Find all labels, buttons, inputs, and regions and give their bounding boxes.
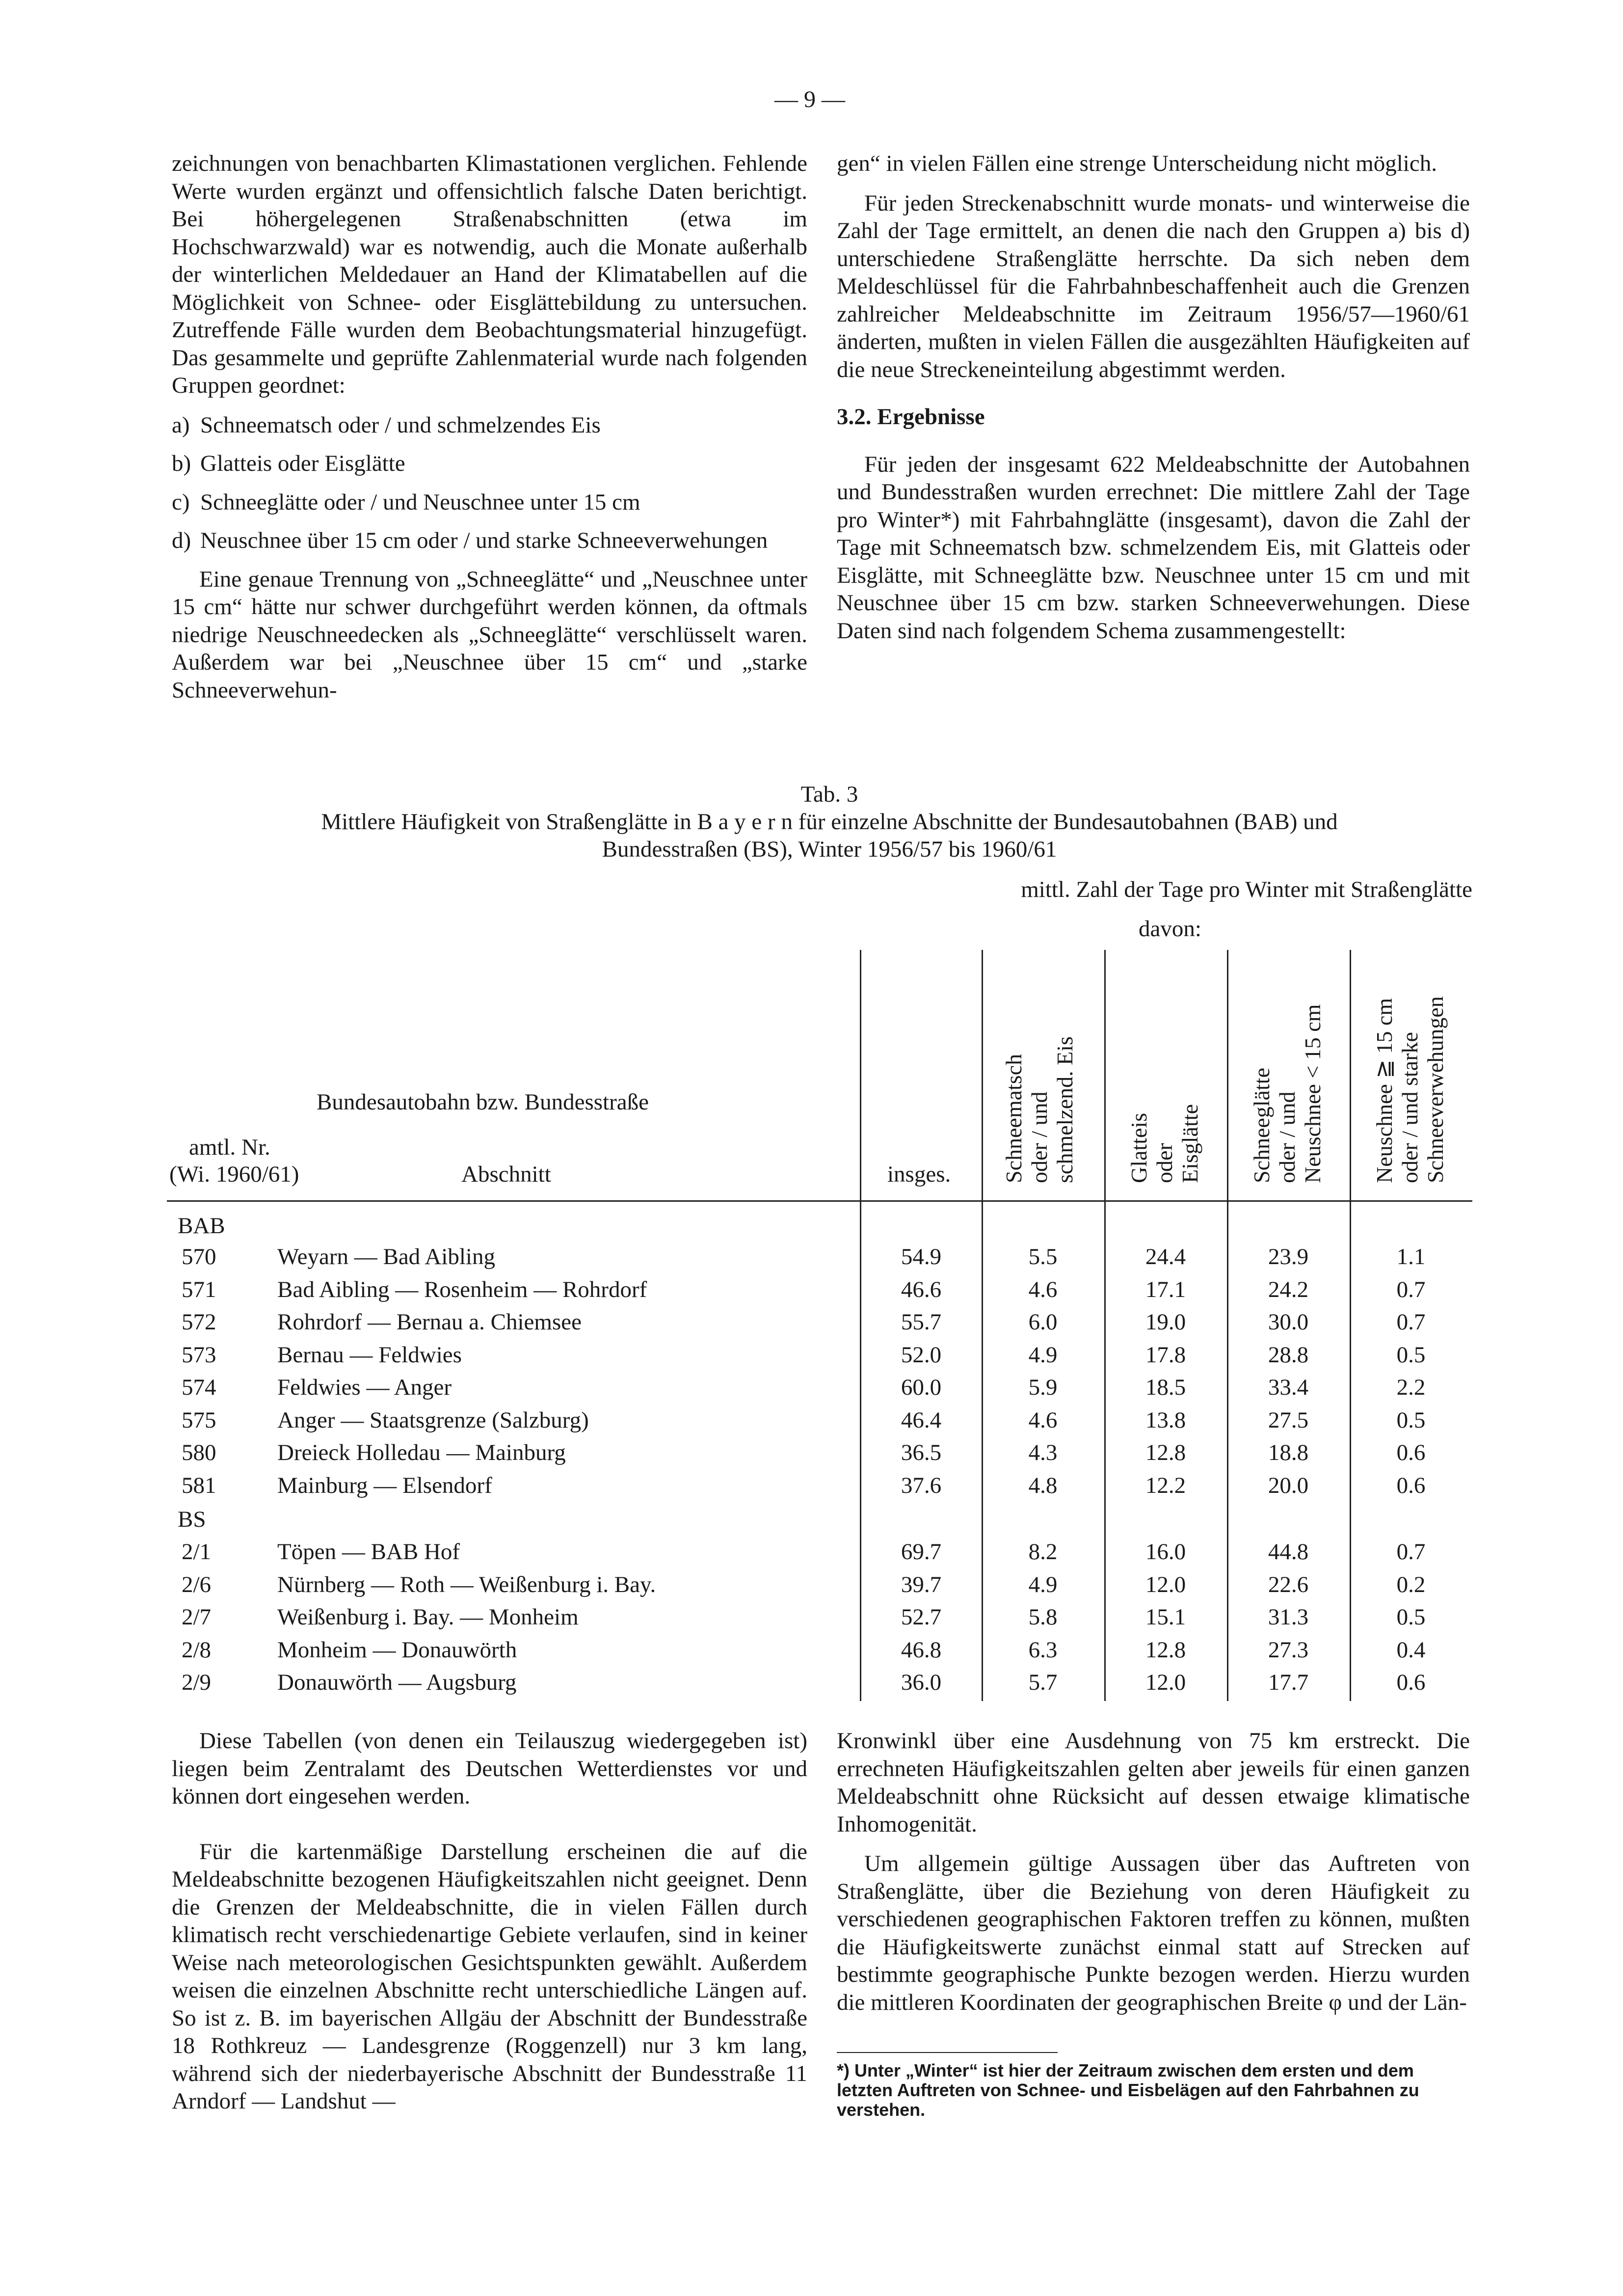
cell-value: 23.9 <box>1268 1244 1309 1270</box>
list-text: Glatteis oder Eisglätte <box>200 451 405 476</box>
list-text: Neuschnee über 15 cm oder / und starke Schneeverwehungen <box>200 528 768 553</box>
cell-value: 5.9 <box>1028 1375 1058 1400</box>
paragraph: Für die kartenmäßige Darstellung erscheinen die auf die Meldeabschnitte bezogenen Häufigkeitszahlen nicht geeignet. Denn die Grenzen der Meldeabschnitte, die in vielen Fällen durch klimatisch recht verschiedenartige Gebiete verlaufen, sind in keiner Weise nach meteorologischen Gesichtspunkten gewählt. Außerdem weisen die einzelnen Abschnitte recht unterschiedliche Längen auf. So ist z. B. im bayerischen Allgäu der Abschnitt der Bundesstraße 18 Rothkreuz — Landesgrenze (Roggenzell) nur 3 km lang, während sich der niederbayerische Abschnitt der Bundesstraße 11 Arndorf — Landshut — <box>172 1838 807 2114</box>
list-item <box>172 411 807 439</box>
cell-abschnitt: Anger — Staatsgrenze (Salzburg) <box>277 1407 589 1433</box>
cell-abschnitt: Bad Aibling — Rosenheim — Rohrdorf <box>277 1276 647 1302</box>
header-neuschnee: Neuschnee ≧ 15 cm oder / und starke Schneeverwehungen <box>1372 996 1448 1183</box>
cell-value: 2.2 <box>1396 1375 1426 1400</box>
cell-abschnitt: Donauwörth — Augsburg <box>277 1670 517 1695</box>
header-insges: insges. <box>887 1162 951 1187</box>
list-text: Schneeglätte oder / und Neuschnee unter 15 cm <box>200 489 640 515</box>
cell-value: 27.5 <box>1268 1407 1309 1433</box>
header-nr: (Wi. 1960/61) <box>169 1162 299 1187</box>
paragraph: Diese Tabellen (von denen ein Teilauszug wiedergegeben ist) liegen beim Zentralamt des Deutschen Wetterdienstes vor und können dort eingesehen werden. <box>172 1728 807 1809</box>
cell-value: 4.6 <box>1028 1407 1058 1433</box>
cell-value: 22.6 <box>1268 1571 1309 1597</box>
table-row <box>167 1571 1472 1604</box>
paragraph: Für jeden der insgesamt 622 Meldeabschnitte der Autobahnen und Bundesstraßen wurden errechnet: Die mittlere Zahl der Tage pro Winter*) mit Fahrbahnglätte (insgesamt), davon die Zahl der Tage mit Schneematsch bzw. schmelzendem Eis, mit Glatteis oder Eisglätte, mit Schneeglätte bzw. Neuschnee unter 15 cm und mit Neuschnee über 15 cm bzw. starken Schneeverwehungen. Diese Daten sind nach folgendem Schema zusammengestellt: <box>837 451 1470 644</box>
cell-value: 5.8 <box>1028 1604 1058 1630</box>
cell-value: 69.7 <box>901 1539 942 1565</box>
page-number: — 9 — <box>774 86 845 112</box>
cell-value: 0.5 <box>1396 1342 1426 1368</box>
table-row <box>167 1374 1472 1406</box>
cell-value: 12.0 <box>1145 1670 1186 1695</box>
right-column-top <box>837 150 1470 645</box>
cell-value: 55.7 <box>901 1309 942 1335</box>
table-title <box>167 781 1492 863</box>
cell-value: 20.0 <box>1268 1472 1309 1498</box>
cell-value: 33.4 <box>1268 1375 1309 1400</box>
list-item <box>172 450 807 478</box>
paragraph: Kronwinkl über eine Ausdehnung von 75 km erstreckt. Die errechneten Häufigkeitszahlen gelten aber jeweils für einen ganzen Meldeabschnitt ohne Rücksicht auf dessen etwaige klimatische Inhomogenität. <box>837 1728 1470 1837</box>
cell-nr: 570 <box>182 1244 216 1270</box>
cell-value: 12.2 <box>1145 1472 1186 1498</box>
cell-value: 4.8 <box>1028 1472 1058 1498</box>
cell-nr: 572 <box>182 1309 216 1335</box>
cell-nr: 2/1 <box>182 1539 212 1565</box>
cell-nr: 2/7 <box>182 1604 212 1630</box>
cell-value: 15.1 <box>1145 1604 1186 1630</box>
cell-nr: 2/6 <box>182 1571 212 1597</box>
left-column-bottom <box>172 1727 807 2115</box>
group-label-bab: BAB <box>178 1213 225 1239</box>
cell-value: 4.9 <box>1028 1571 1058 1597</box>
table-row <box>167 1243 1472 1276</box>
cell-value: 27.3 <box>1268 1637 1309 1663</box>
cell-nr: 574 <box>182 1375 216 1400</box>
cell-value: 1.1 <box>1396 1244 1426 1270</box>
cell-value: 44.8 <box>1268 1539 1309 1565</box>
table-davon: davon: <box>1139 916 1201 942</box>
list-label: b) <box>172 451 191 476</box>
cell-value: 6.3 <box>1028 1637 1058 1663</box>
table-row <box>167 1604 1472 1636</box>
cell-value: 12.8 <box>1145 1637 1186 1663</box>
table-caption-line: Mittlere Häufigkeit von Straßenglätte in B a y e r n für einzelne Abschnitte der Bundesautobahnen (BAB) und <box>321 809 1338 835</box>
cell-abschnitt: Töpen — BAB Hof <box>277 1539 460 1565</box>
cell-value: 13.8 <box>1145 1407 1186 1433</box>
header-abschnitt: Abschnitt <box>461 1162 551 1187</box>
cell-value: 28.8 <box>1268 1342 1309 1368</box>
group-label-bs: BS <box>178 1507 206 1532</box>
list-item <box>172 488 807 516</box>
cell-value: 46.6 <box>901 1276 942 1302</box>
cell-nr: 2/9 <box>182 1670 212 1695</box>
section-heading: 3.2. Ergebnisse <box>837 404 985 430</box>
cell-value: 5.5 <box>1028 1244 1058 1270</box>
table-rule <box>167 1200 1472 1202</box>
header-road: Bundesautobahn bzw. Bundesstraße <box>317 1089 649 1115</box>
paragraph: Um allgemein gültige Aussagen über das Auftreten von Straßenglätte, über die Beziehung von deren Häufigkeit zu verschiedenen geographischen Faktoren treffen zu können, mußten die Häufigkeitswerte zunächst einmal statt auf Strecken auf bestimmte geographische Punkte bezogen werden. Hierzu wurden die mittleren Koordinaten der geographischen Breite φ und der Län- <box>837 1851 1470 2015</box>
table-row <box>167 1342 1472 1374</box>
cell-abschnitt: Weyarn — Bad Aibling <box>277 1244 495 1270</box>
cell-value: 0.2 <box>1396 1571 1426 1597</box>
cell-nr: 2/8 <box>182 1637 212 1663</box>
table-row <box>167 1637 1472 1669</box>
footnote: *) Unter „Winter“ ist hier der Zeitraum zwischen dem ersten und dem letzten Auftreten von Schnee- und Eisbelägen auf den Fahrbahnen zu verstehen. <box>837 2060 1419 2120</box>
footnote-rule <box>837 2052 1058 2053</box>
table-row <box>167 1439 1472 1472</box>
cell-value: 17.8 <box>1145 1342 1186 1368</box>
cell-value: 0.7 <box>1396 1276 1426 1302</box>
cell-abschnitt: Nürnberg — Roth — Weißenburg i. Bay. <box>277 1571 656 1597</box>
cell-value: 24.2 <box>1268 1276 1309 1302</box>
cell-value: 0.6 <box>1396 1440 1426 1465</box>
list-item <box>172 527 807 555</box>
table-header-right: mittl. Zahl der Tage pro Winter mit Straßenglätte <box>1021 877 1472 902</box>
paragraph: zeichnungen von benachbarten Klimastationen verglichen. Fehlende Werte wurden ergänzt und offensichtlich falsche Daten berichtigt. Bei höhergelegenen Straßenabschnitten (etwa im Hochschwarzwald) war es notwendig, auch die Monate außerhalb der winterlichen Meldedauer an Hand der Klimatabellen auf die Möglichkeit von Schnee- oder Eisglättebildung zu untersuchen. Zutreffende Fälle wurden dem Beobachtungsmaterial hinzugefügt. Das gesammelte und geprüfte Zahlenmaterial wurde nach folgenden Gruppen geordnet: <box>172 151 807 398</box>
cell-value: 60.0 <box>901 1375 942 1400</box>
table-row <box>167 1309 1472 1341</box>
cell-value: 17.1 <box>1145 1276 1186 1302</box>
header-glatteis: Glatteis oder Eisglätte <box>1126 1104 1202 1183</box>
cell-value: 52.0 <box>901 1342 942 1368</box>
header-schneeglaette: Schneeglätte oder / und Neuschnee < 15 cm <box>1249 1004 1325 1183</box>
cell-abschnitt: Mainburg — Elsendorf <box>277 1472 492 1498</box>
cell-nr: 581 <box>182 1472 216 1498</box>
cell-value: 0.6 <box>1396 1670 1426 1695</box>
table-row <box>167 1407 1472 1439</box>
cell-nr: 573 <box>182 1342 216 1368</box>
cell-value: 4.9 <box>1028 1342 1058 1368</box>
cell-value: 0.5 <box>1396 1407 1426 1433</box>
table-row <box>167 1276 1472 1309</box>
cell-value: 4.6 <box>1028 1276 1058 1302</box>
group-list <box>172 411 807 555</box>
cell-abschnitt: Feldwies — Anger <box>277 1375 452 1400</box>
cell-value: 0.5 <box>1396 1604 1426 1630</box>
cell-value: 16.0 <box>1145 1539 1186 1565</box>
cell-value: 37.6 <box>901 1472 942 1498</box>
cell-abschnitt: Dreieck Holledau — Mainburg <box>277 1440 566 1465</box>
cell-value: 12.8 <box>1145 1440 1186 1465</box>
cell-value: 0.4 <box>1396 1637 1426 1663</box>
cell-value: 18.5 <box>1145 1375 1186 1400</box>
cell-value: 5.7 <box>1028 1670 1058 1695</box>
table-row <box>167 1669 1472 1702</box>
list-label: c) <box>172 489 190 515</box>
cell-value: 17.7 <box>1268 1670 1309 1695</box>
cell-value: 54.9 <box>901 1244 942 1270</box>
cell-nr: 580 <box>182 1440 216 1465</box>
right-column-bottom <box>837 1727 1470 2016</box>
cell-value: 39.7 <box>901 1571 942 1597</box>
table-row <box>167 1472 1472 1505</box>
cell-value: 24.4 <box>1145 1244 1186 1270</box>
cell-value: 31.3 <box>1268 1604 1309 1630</box>
list-text: Schneematsch oder / und schmelzendes Eis <box>200 412 601 438</box>
cell-value: 0.7 <box>1396 1309 1426 1335</box>
cell-value: 6.0 <box>1028 1309 1058 1335</box>
cell-value: 52.7 <box>901 1604 942 1630</box>
table-row <box>167 1539 1472 1571</box>
cell-value: 0.6 <box>1396 1472 1426 1498</box>
paragraph: Eine genaue Trennung von „Schneeglätte“ und „Neuschnee unter 15 cm“ hätte nur schwer durchgeführt werden können, da oftmals niedrige Neuschneedecken als „Schneeglätte“ verschlüsselt waren. Außerdem war bei „Neuschnee über 15 cm“ und „starke Schneeverwehun- <box>172 566 807 703</box>
table-label: Tab. 3 <box>800 782 858 807</box>
cell-value: 30.0 <box>1268 1309 1309 1335</box>
cell-value: 19.0 <box>1145 1309 1186 1335</box>
paragraph: Für jeden Streckenabschnitt wurde monats- und winterweise die Zahl der Tage ermittelt, an denen die nach den Gruppen a) bis d) unterschiedene Straßenglätte herrschte. Da sich neben dem Meldeschlüssel für die Fahrbahnbeschaffenheit auch die Grenzen zahlreicher Meldeabschnitte im Zeitraum 1956/57—1960/61 änderten, mußten in vielen Fällen die ausgezählten Häufigkeiten auf die neue Streckeneinteilung abgestimmt werden. <box>837 190 1470 382</box>
cell-abschnitt: Rohrdorf — Bernau a. Chiemsee <box>277 1309 582 1335</box>
list-label: d) <box>172 528 191 553</box>
left-column-top <box>172 150 807 704</box>
cell-value: 46.4 <box>901 1407 942 1433</box>
cell-value: 0.7 <box>1396 1539 1426 1565</box>
cell-nr: 575 <box>182 1407 216 1433</box>
cell-value: 18.8 <box>1268 1440 1309 1465</box>
cell-value: 4.3 <box>1028 1440 1058 1465</box>
cell-abschnitt: Bernau — Feldwies <box>277 1342 462 1368</box>
list-label: a) <box>172 412 190 438</box>
cell-value: 8.2 <box>1028 1539 1058 1565</box>
header-schneematsch: Schneematsch oder / und schmelzend. Eis <box>1001 1036 1077 1183</box>
header-nr: amtl. Nr. <box>189 1134 270 1160</box>
cell-value: 36.0 <box>901 1670 942 1695</box>
cell-value: 46.8 <box>901 1637 942 1663</box>
cell-abschnitt: Weißenburg i. Bay. — Monheim <box>277 1604 579 1630</box>
table-caption-line: Bundesstraßen (BS), Winter 1956/57 bis 1960/61 <box>602 837 1057 862</box>
paragraph: gen“ in vielen Fällen eine strenge Unterscheidung nicht möglich. <box>837 151 1437 176</box>
cell-nr: 571 <box>182 1276 216 1302</box>
cell-value: 12.0 <box>1145 1571 1186 1597</box>
cell-value: 36.5 <box>901 1440 942 1465</box>
cell-abschnitt: Monheim — Donauwörth <box>277 1637 517 1663</box>
